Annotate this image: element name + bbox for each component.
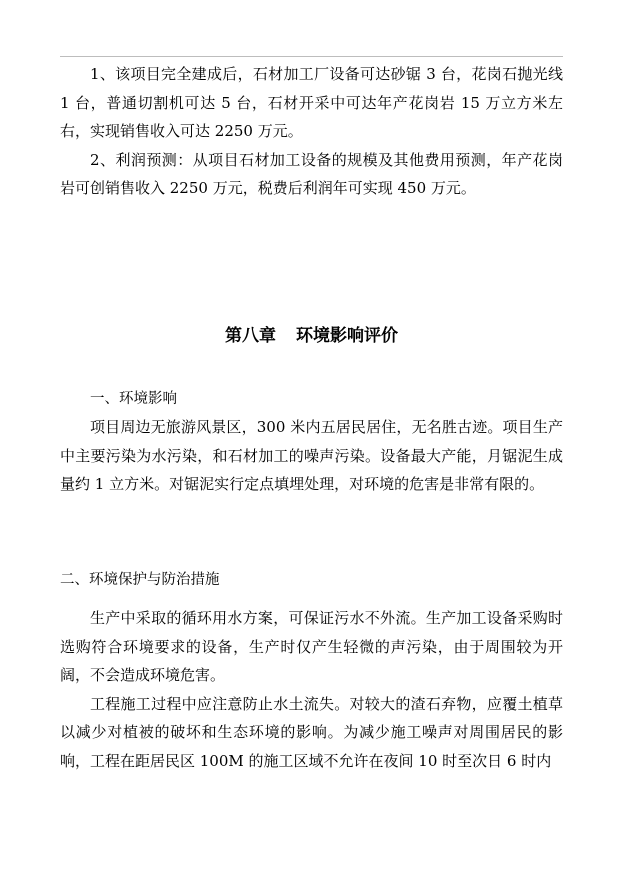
chapter-number: 第八章: [225, 326, 276, 346]
section-heading-protection: 二、环境保护与防治措施: [60, 572, 220, 588]
header-rule: [60, 56, 563, 57]
section-protection-measures: [60, 566, 563, 775]
chapter-title: 环境影响评价: [296, 326, 398, 346]
paragraph-water-recycling: 生产中采取的循环用水方案，可保证污水不外流。生产加工设备采购时选购符合环境要求的设备，生产时仅产生轻微的声污染，由于周围较为开阔，不会造成环境危害。: [60, 609, 563, 684]
chapter-heading: [60, 322, 563, 350]
section-heading-impact: 一、环境影响: [90, 391, 177, 407]
paragraph-construction-measures: 工程施工过程中应注意防止水土流失。对较大的渣石弃物，应覆土植草以减少对植被的破坏和生态环境的影响。为减少施工噪声对周围居民的影响，工程在距居民区 100M 的施工区域不允许在夜间 10 时至次日 6 时内: [60, 694, 563, 770]
paragraph-impact: 项目周边无旅游风景区，300 米内五居民居住，无名胜古迹。项目生产中主要污染为水污染，和石材加工的噪声污染。设备最大产能，月锯泥生成量约 1 立方米。对锯泥实行定点填埋处理，对环境的危害是非常有限的。: [60, 418, 563, 493]
paragraph-equipment-capacity: 1、该项目完全建成后，石材加工厂设备可达砂锯 3 台，花岗石抛光线 1 台，普通切割机可达 5 台，石材开采中可达年产花岗岩 15 万立方米左右，实现销售收入可达 2250 万元。: [60, 65, 563, 140]
top-section: [60, 60, 563, 203]
section-environmental-impact: [60, 385, 563, 499]
paragraph-profit-forecast: 2、利润预测：从项目石材加工设备的规模及其他费用预测，年产花岗岩可创销售收入 2250 万元，税费后利润年可实现 450 万元。: [60, 150, 563, 197]
